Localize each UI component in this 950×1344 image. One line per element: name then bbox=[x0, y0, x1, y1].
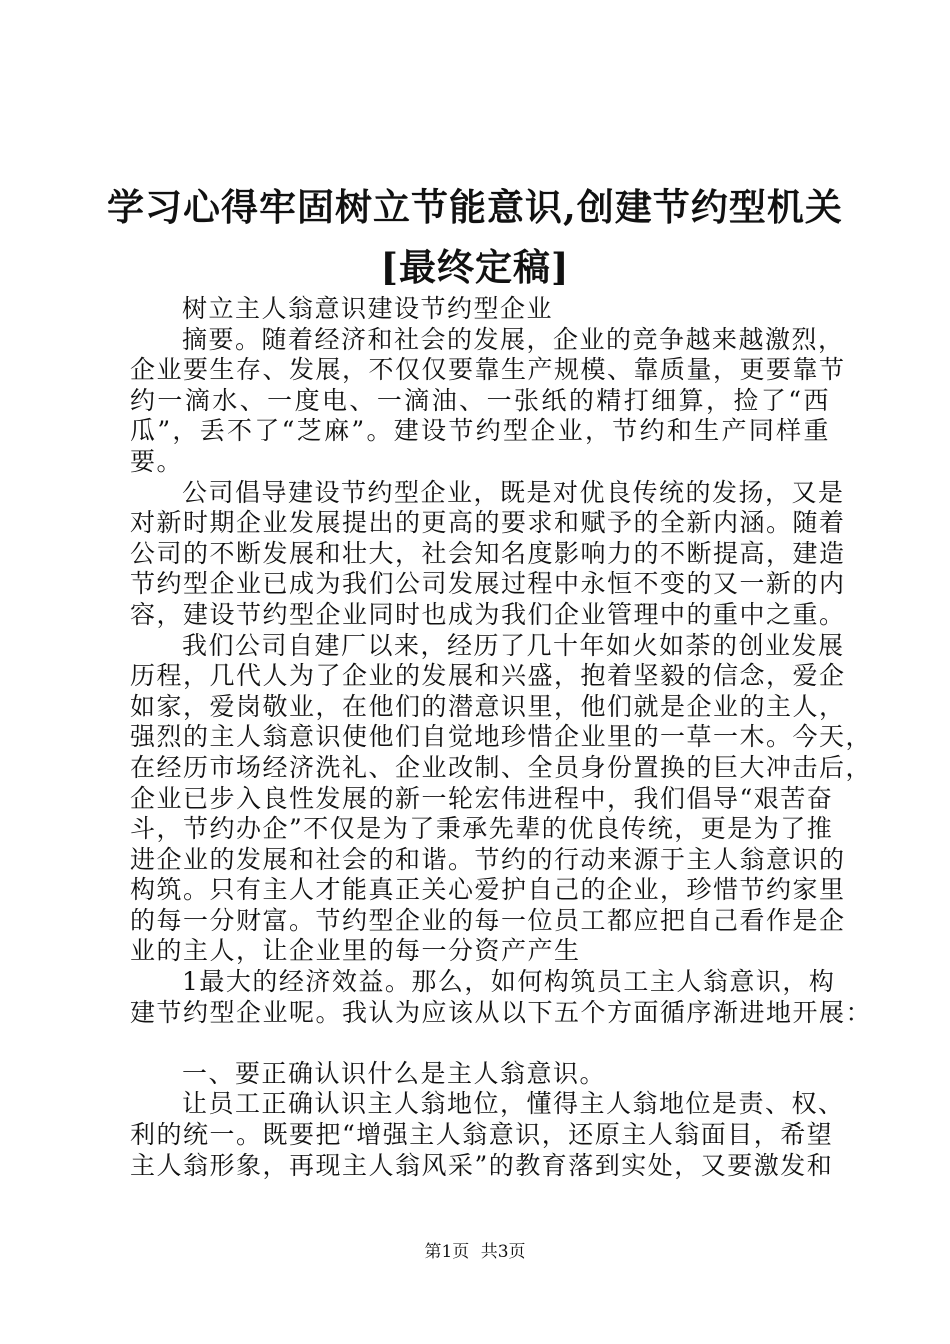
text-line: 公司倡导建设节约型企业，既是对优良传统的发扬，又是 bbox=[182, 477, 845, 507]
text-line: 企业已步入良性发展的新一轮宏伟进程中，我们倡导“艰苦奋 bbox=[130, 783, 834, 813]
text-line: 要。 bbox=[130, 446, 184, 476]
text-line: 对新时期企业发展提出的更高的要求和赋予的全新内涵。随着 bbox=[130, 508, 846, 538]
text-line: 强烈的主人翁意识使他们自觉地珍惜企业里的一草一木。今天， bbox=[130, 722, 873, 752]
text-line: 斗，节约办企”不仅是为了秉承先辈的优良传统，更是为了推 bbox=[130, 814, 834, 844]
page-number: 第1页 bbox=[424, 1242, 470, 1262]
text-line: 1最大的经济效益。那么，如何构筑员工主人翁意识，构 bbox=[182, 967, 836, 997]
text-line: 主人翁形象，再现主人翁风采”的教育落到实处，又要激发和 bbox=[130, 1150, 834, 1180]
text-line: 企业要生存、发展，不仅仅要靠生产规模、靠质量，更要靠节 bbox=[130, 355, 846, 385]
document-title-line-1: 学习心得牢固树立节能意识,创建节约型机关 bbox=[107, 185, 843, 229]
text-line: 让员工正确认识主人翁地位，懂得主人翁地位是责、权、 bbox=[182, 1089, 845, 1119]
text-line: 如家，爱岗敬业，在他们的潜意识里，他们就是企业的主人， bbox=[130, 691, 846, 721]
text-line: 历程，几代人为了企业的发展和兴盛，抱着坚毅的信念，爱企 bbox=[130, 661, 846, 691]
blank-line bbox=[130, 1028, 830, 1059]
page-total: 共3页 bbox=[480, 1242, 526, 1262]
page-footer bbox=[0, 1240, 950, 1264]
document-body bbox=[130, 294, 873, 1181]
document-title-line-2: [最终定稿] bbox=[380, 245, 570, 289]
section-heading: 一、要正确认识什么是主人翁意识。 bbox=[182, 1058, 607, 1088]
text-line: 的每一分财富。节约型企业的每一位员工都应把自己看作是企 bbox=[130, 905, 846, 935]
text-line: 公司的不断发展和壮大，社会知名度影响力的不断提高，建造 bbox=[130, 538, 846, 568]
text-line: 瓜”，丢不了“芝麻”。建设节约型企业，节约和生产同样重 bbox=[130, 416, 830, 446]
text-line: 业的主人，让企业里的每一分资产产生 bbox=[130, 936, 581, 966]
text-line: 利的统一。既要把“增强主人翁意识，还原主人翁面目，希望 bbox=[130, 1120, 834, 1150]
text-line: 在经历市场经济洗礼、企业改制、全员身份置换的巨大冲击后， bbox=[130, 752, 873, 782]
text-line: 容，建设节约型企业同时也成为我们企业管理中的重中之重。 bbox=[130, 599, 846, 629]
text-line: 建节约型企业呢。我认为应该从以下五个方面循序渐进地开展： bbox=[130, 997, 873, 1027]
subtitle-line: 树立主人翁意识建设节约型企业 bbox=[182, 294, 554, 323]
text-line: 构筑。只有主人才能真正关心爱护自己的企业，珍惜节约家里 bbox=[130, 875, 846, 905]
text-line: 我们公司自建厂以来，经历了几十年如火如荼的创业发展 bbox=[182, 630, 845, 660]
text-line: 摘要。随着经济和社会的发展，企业的竞争越来越激烈， bbox=[182, 324, 845, 354]
text-line: 约一滴水、一度电、一滴油、一张纸的精打细算，捡了“西 bbox=[130, 385, 830, 415]
text-line: 进企业的发展和社会的和谐。节约的行动来源于主人翁意识的 bbox=[130, 844, 846, 874]
text-line: 节约型企业已成为我们公司发展过程中永恒不变的又一新的内 bbox=[130, 569, 846, 599]
